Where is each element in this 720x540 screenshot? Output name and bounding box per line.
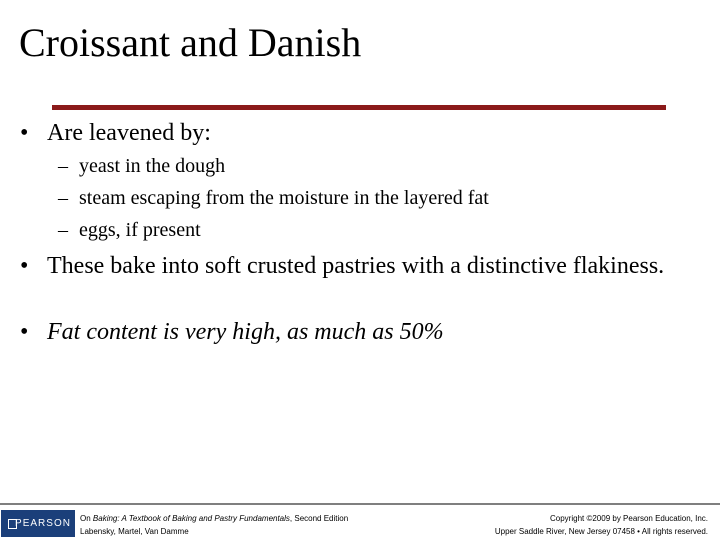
title-divider — [52, 105, 666, 110]
slide-title: Croissant and Danish — [19, 20, 362, 65]
sub-bullet-text: steam escaping from the moisture in the layered fat — [79, 187, 489, 209]
dash-mark: – — [58, 187, 68, 209]
bullet-text: Are leavened by: — [47, 120, 211, 146]
book-title-line — [80, 512, 348, 525]
copyright-line-2: Upper Saddle River, New Jersey 07458 • All rights reserved. — [494, 527, 708, 536]
sub-bullet-text: eggs, if present — [79, 219, 201, 241]
book-authors: Labensky, Martel, Van Damme — [80, 527, 189, 536]
book-citation — [80, 512, 348, 538]
footer-divider — [0, 503, 720, 505]
dash-mark: – — [58, 155, 68, 177]
copyright-notice — [495, 512, 708, 538]
bullet-mark: • — [20, 253, 29, 279]
logo-square-icon — [8, 519, 17, 529]
book-prefix: On — [80, 514, 93, 523]
book-title: Baking: A Textbook of Baking and Pastry Fundamentals — [92, 514, 290, 523]
bullet-mark: • — [20, 120, 29, 146]
bullet-mark: • — [20, 319, 29, 345]
bullet-text: Fat content is very high, as much as 50% — [47, 319, 444, 345]
bullet-text: These bake into soft crusted pastries with a distinctive flakiness. — [47, 253, 665, 279]
sub-bullet-text: yeast in the dough — [79, 155, 226, 177]
logo-text: PEARSON — [15, 518, 71, 529]
copyright-line-1: Copyright ©2009 by Pearson Education, Inc. — [550, 514, 708, 523]
book-edition: , Second Edition — [289, 514, 349, 523]
dash-mark: – — [58, 219, 68, 241]
pearson-logo — [1, 510, 75, 537]
